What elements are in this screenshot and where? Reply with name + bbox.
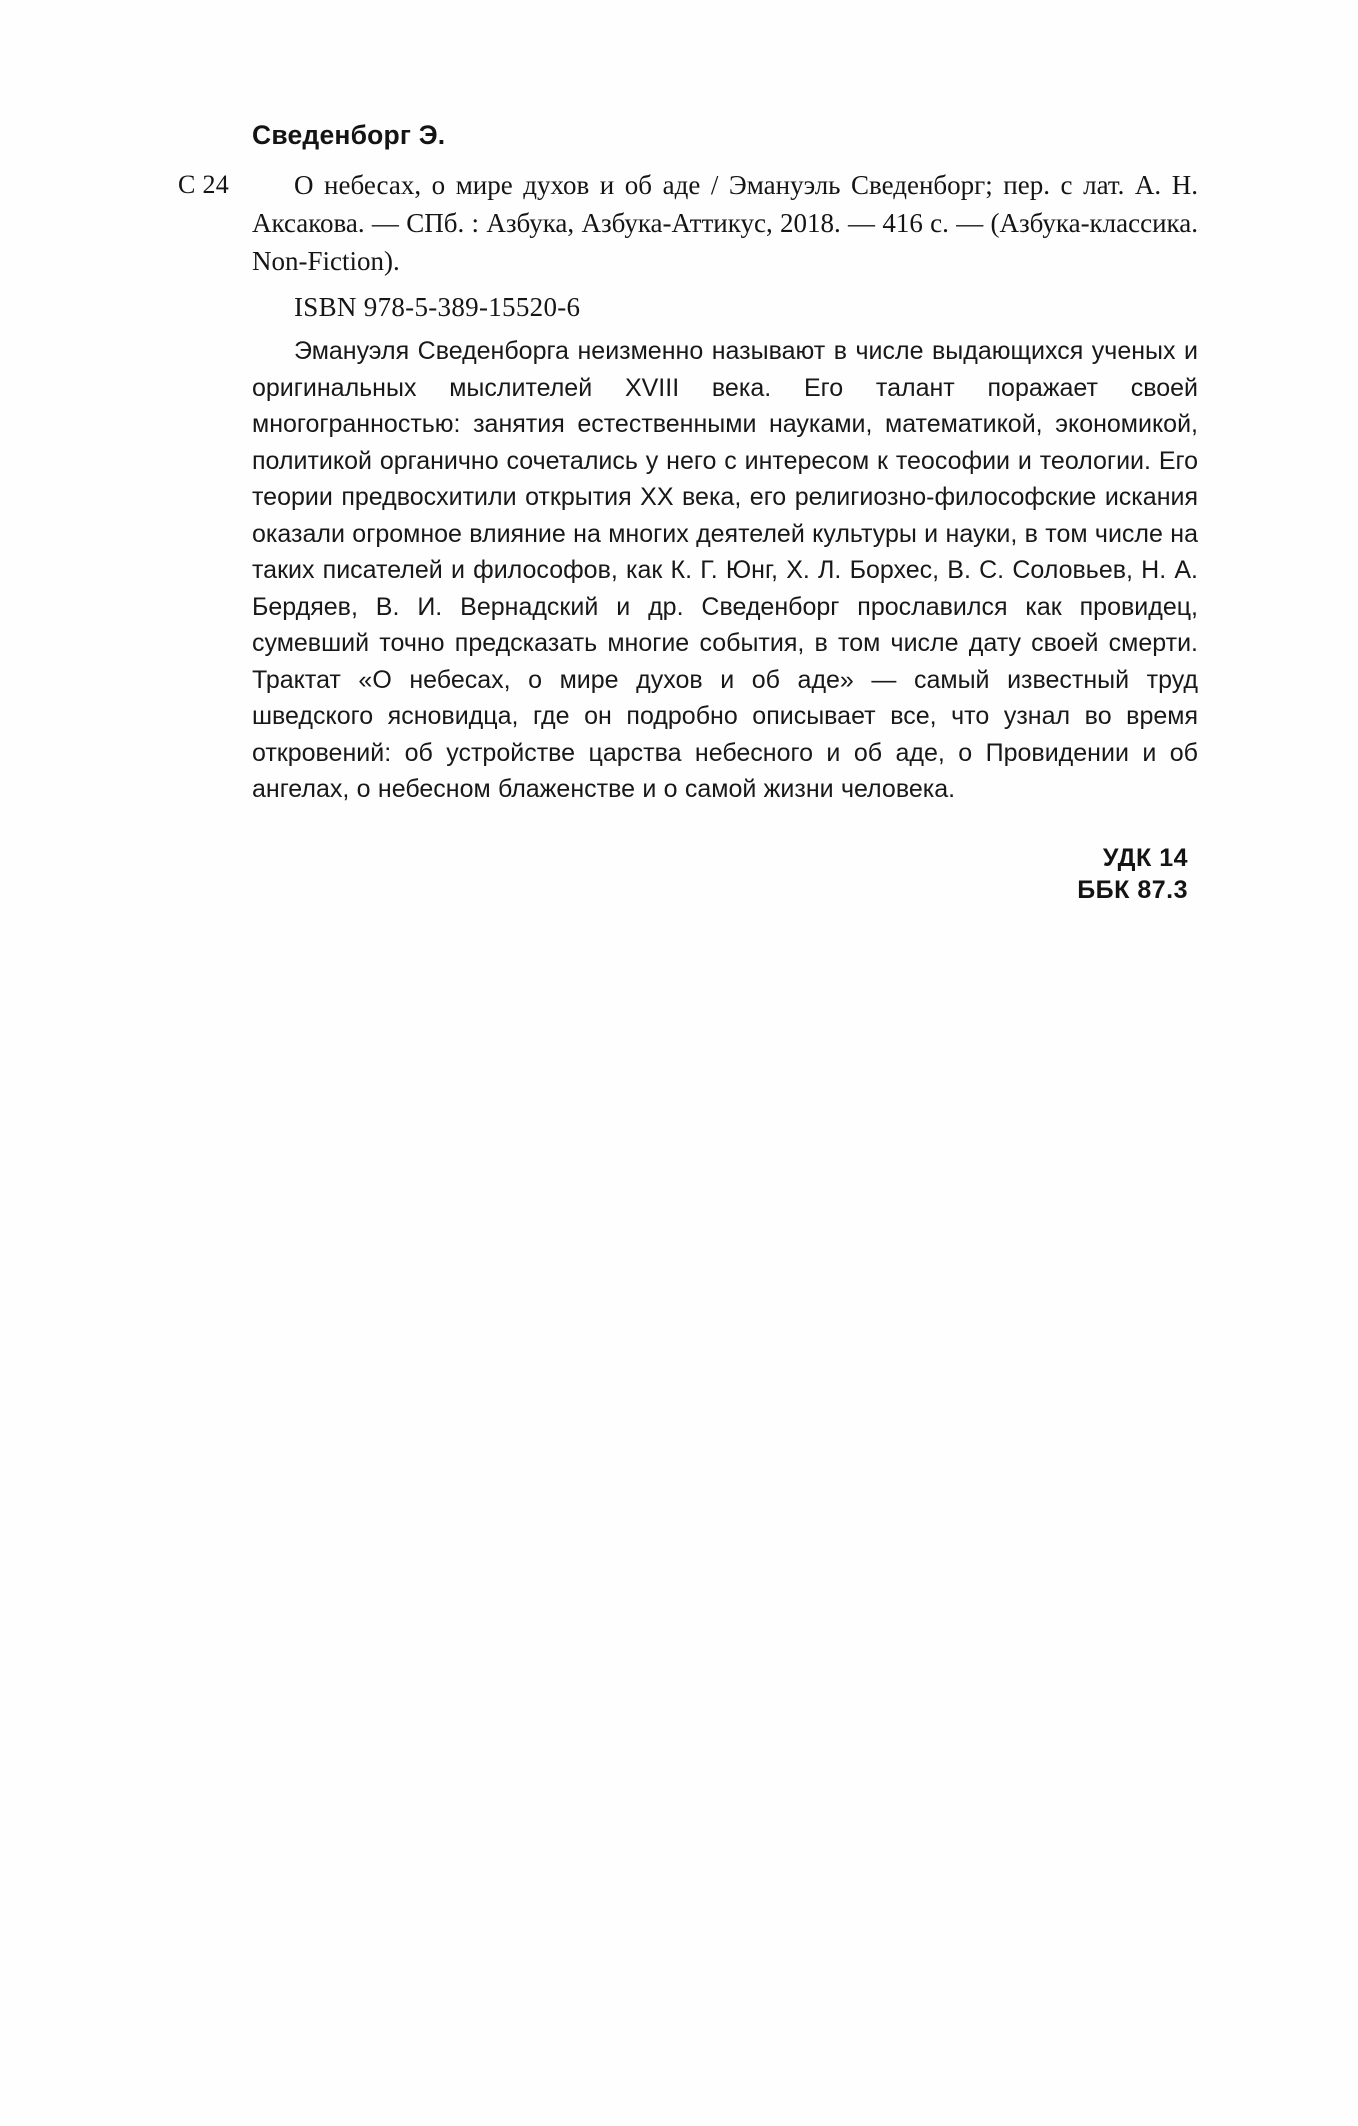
page-content	[178, 120, 1198, 907]
author-heading: Сведенборг Э.	[252, 120, 446, 150]
classification-codes	[178, 842, 1198, 907]
bibliographic-entry	[178, 167, 1198, 280]
udk-code: УДК 14	[1102, 843, 1188, 872]
shelf-code: С 24	[178, 170, 230, 199]
isbn-line: ISBN 978-5-389-15520-6	[294, 292, 581, 323]
bibliographic-description: О небесах, о мире духов и об аде / Эмануэль Сведенборг; пер. с лат. А. Н. Аксакова. — СПб. : Азбука, Азбука-Аттикус, 2018. — 416 с. — (Азбука-классика. Non-Fiction).	[252, 170, 1198, 276]
annotation-text: Эмануэля Сведенборга неизменно называют в числе выдающихся ученых и оригинальных мыслителей XVIII века. Его талант поражает своей многогранностью: занятия естественными науками, математикой, экономикой, политикой органично сочетались у него с интересом к теософии и теологии. Его теории предвосхитили открытия XX века, его религиозно-философские искания оказали огромное влияние на многих деятелей культуры и науки, в том числе на таких писателей и философов, как К. Г. Юнг, Х. Л. Борхес, В. С. Соловьев, Н. А. Бердяев, В. И. Вернадский и др. Сведенборг прославился как провидец, сумевший точно предсказать многие события, в том числе дату своей смерти. Трактат «О небесах, о мире духов и об аде» — самый известный труд шведского ясновидца, где он подробно описывает все, что узнал во время откровений: об устройстве царства небесного и об аде, о Провидении и об ангелах, о небесном блаженстве и о самой жизни человека.	[252, 337, 1198, 804]
bbk-code: ББК 87.3	[1077, 876, 1188, 905]
